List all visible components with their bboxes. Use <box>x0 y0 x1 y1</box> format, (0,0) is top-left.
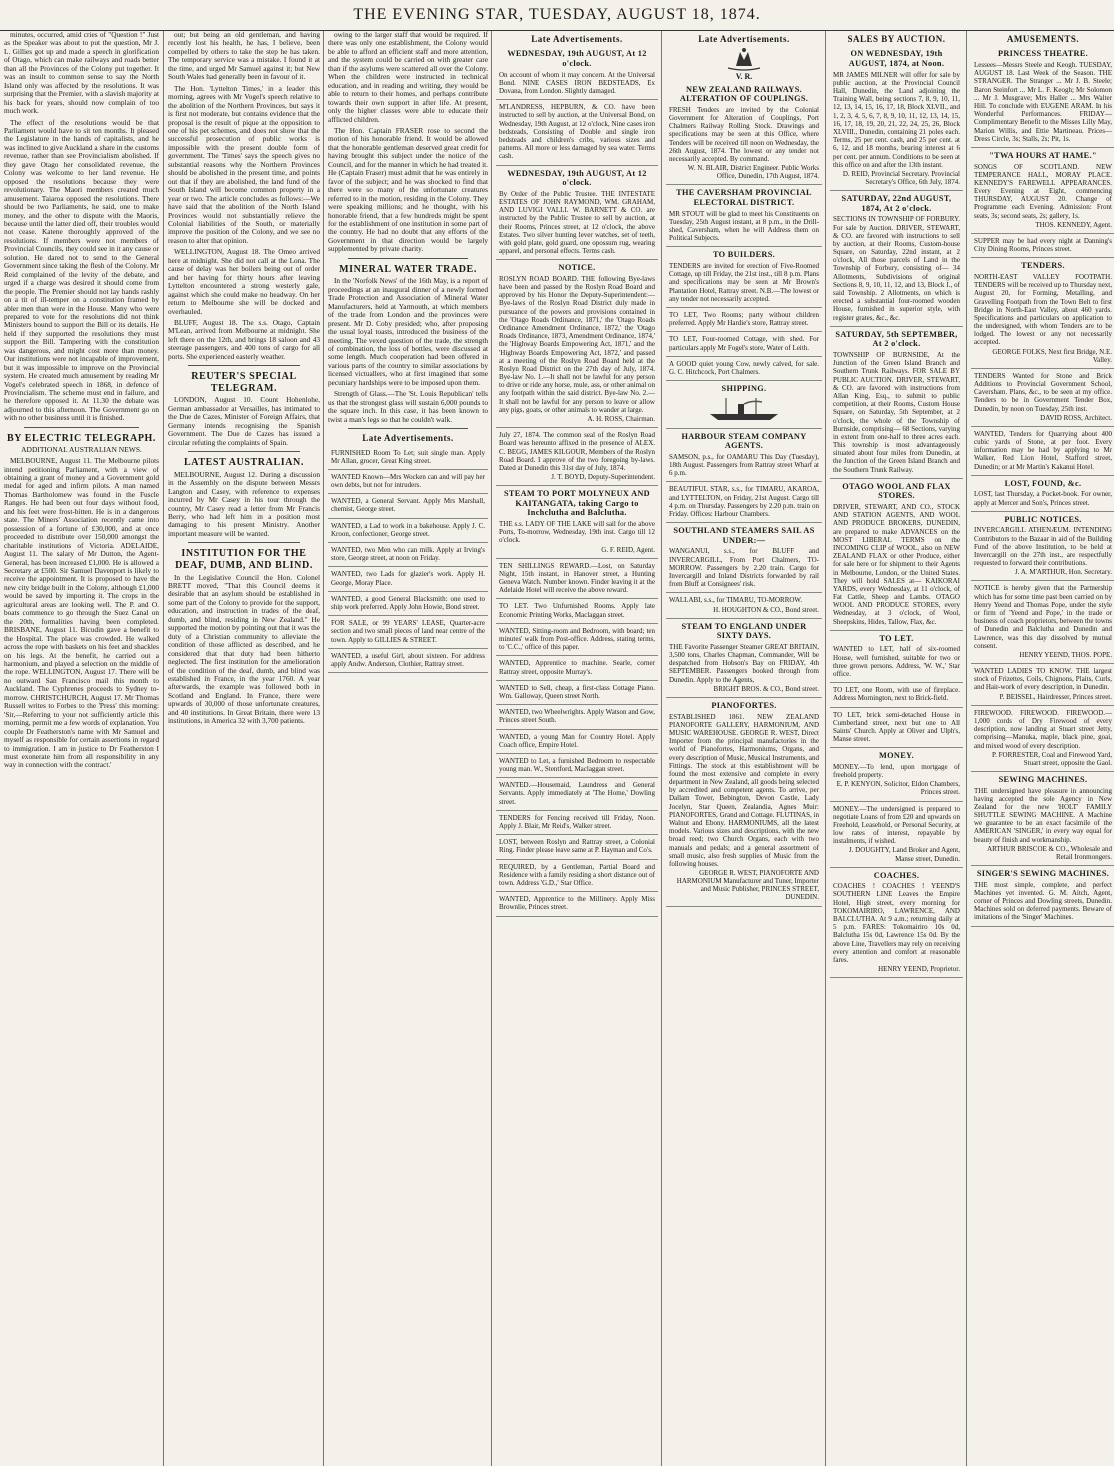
advertisement <box>666 332 822 356</box>
advertisement <box>666 698 822 907</box>
advertisement <box>830 46 963 191</box>
ad-body: WANTED, two Lads for glazier's work. Apply H. George, Moray Place. <box>331 570 485 587</box>
article-body: The Hon. 'Lyttelton Times,' in a leader this morning, agrees with Mr Vogel's speech relative to the abolition of the Northern Provinces, but says it is first not moderate, but contains evidence that the proposal is the result of pique at the opposition to one of his pet schemes, and does not show that the successful prosecution of public works is impossible with the present double form of government. The 'Times' says the speech gives no substantial reasons why the Northern Provinces should be abolished in the present time, and points out that if they are abolished, the land fund of the South Island will become common property in a year or two. The article concludes as follows:—We have said that the abolition of the North Island Provinces would not substantially relieve the Colonial liabilities of the South, or materially improve the position of the Colony, and we see no reason to alter that opinion. <box>168 83 320 245</box>
ad-title: PUBLIC NOTICES. <box>1004 514 1082 524</box>
ad-body: THE undersigned have pleasure in announcing having accepted the sole Agency in New Zealand for the new 'HOLT' FAMILY SHUTTLE SEWING MACHINE. A Machine we guarantee to be an exact facsimile of the AMERICAN 'SINGER,' in every way equal for beauty of finish and workmanship. <box>974 786 1112 844</box>
ad-signature: ARTHUR BRISCOE & CO., Wholesale and Retail Ironmongers. <box>987 844 1112 861</box>
advertisement <box>496 486 658 559</box>
advertisement <box>971 772 1114 866</box>
advertisement <box>830 191 963 327</box>
royal-crest <box>666 46 822 81</box>
column-3 <box>323 31 492 1466</box>
advertisement <box>971 148 1114 234</box>
telegraph-body: MELBOURNE, August 11. The Melbourne pilots intend petitioning Parliament, with a view of obtaining a grant of money and a Government gold medal for aged and infirm pilots. A man named Thomas Bartholomew was found in the Fuscle Ranges. He had been out four days without food, and his feet were frost-bitten. He is in a dangerous state. The Miners' Association recently came into possession of a fortune of £30,000, and at once proceeded to distribute over 150,000 amongst the charitable institutions of Victoria. ADELAIDE, August 11. The salary of Mr Dutton, the Agent-General, has been increased £1,000. He is allowed a Secretary at £500. Sir Samuel Davenport is likely to receive the appointment. It is proposed to have the new city bridge built in the Colony, although £1,000 would be saved by importing it. The crops in the agricultural areas are looking well. The P. and O. boats commence to go through the Suez Canal on the 20th, formalities having been completed. BRISBANE, August 11. Bicudin gave a benefit to the Hospital. The place was crowded. He walked across the rope with baskets on his feet and shackles on his legs. At the benefit, he carried out a harmonium, and played a selection on the middle of the rope. WELLINGTON, August 17. There will be no outward San Francisco mail this month to Auckland. The Cyphrenes proceeds to Sydney to-morrow. CHRISTCHURCH, August 17. Mr Thomas Russell writes to Forbes to the 'Press' this morning: 'Sir,—Referring to your not sufficiently article this morning, permit me a few words of explanation. You couple Dr Featherston's name with Mr Samuel and myself as responsible for certain assertions in regard to immigration. I am in justice to Dr Featherston I must exonerate him from all responsibility in any way in connection with the contract.' <box>4 456 159 770</box>
ad-body: SECTIONS IN TOWNSHIP OF FORBURY. For sale by Auction. DRIVER, STEWART, & CO. are favored with instructions to sell by auction, at their Rooms, Custom-house Square, on Saturday, 22nd instant, at 2 o'clock, All those parcels of Land in the Township of Forbury, consisting of— 34 Allotments, Subdivisions of original Sections 8, 9, 10, 11, 12, and 13, Block I., of said Township. 2 Allotments, on which is erected a substantial four-roomed wooden House, furnished in superior style, with register grates, &c., &c. <box>833 215 960 322</box>
advertisement <box>496 754 658 778</box>
advertisement <box>971 581 1114 664</box>
advertisement <box>328 592 488 616</box>
ad-signature: J. T. BOYD, Deputy-Superintendent. <box>551 473 655 482</box>
advertisement <box>496 811 658 835</box>
article-body: The Hon. Captain FRASER rose to second the motion of his honorable friend. It would be allowed that the honorable gentleman deserved great credit for having brought this subject under the notice of the Council, and for the manner in which he had treated it. He (Captain Fraser) must admit that he was entirely in favor of the subject; and he was shocked to find that there were so many of the unfortunate creatures referred to in the motion, residing in the Colony. They were speaking millions; and he thought, with his honorable friend, that a few hundreds might be spent for the establishment of one institution in some part of the country. He had no doubt that any efforts of the Government in that direction would be largely supplemented by private charity. <box>328 125 488 254</box>
ad-signature: GEORGE R. WEST, PIANOFORTE AND HARMONIUM Manufacturer and Tuner, Importer and Music Publisher, PRINCES STREET, DUNEDIN. <box>676 869 819 902</box>
ad-body: TO LET, one Room, with use of fireplace. Address Mornington, next to Brick-field. <box>833 686 960 703</box>
ad-title: ON WEDNESDAY, 19th AUGUST, 1874, at Noon. <box>848 49 945 69</box>
ad-body: Lessees—Messrs Steele and Keogh. TUESDAY, AUGUST 18. Last Week of the Season. THE STRANGER. The Stranger ... Mr J. B. Steele; Baron Steinfort ... Mr L. F. Keogh; Mr Solomon ... Mr J. Musgrave; Mrs Haller ... Mrs Walter Hill. To conclude with EUGENE ARAM. In his Wonderful Performances. FRIDAY—Complimentary Benefit to the Misses Lilly May, Marion Willis, and Ettie Martineau. Prices—Dress Circle, 3s; Stalls, 2s; Pit, 1s. <box>974 61 1112 143</box>
ad-title: SEWING MACHINES. <box>998 774 1088 784</box>
ad-body: TENDERS are invited for erection of Five-Roomed Cottage, up till Friday, the 21st inst., till 8 p.m. Plans and specifications may be seen at Mr Brown's Plantation Hotel, Rattray street. N.B.—The lowest or any tender not necessarily accepted. <box>669 262 819 303</box>
advertisement <box>830 631 963 683</box>
ad-signature: H. HOUGHTON & CO., Bond street. <box>713 605 819 614</box>
ad-body: MR JAMES MILNER will offer for sale by public auction, at the Provincial Council Hall, Dunedin, the Land adjoining the Training Wall, being sections 7, 8, 9, 10, 11, 12, 13, 14, 15, 16, 17, 18, Block XLVII., and 1, 2, 3, 4, 5, 6, 7, 8, 9, 10, 11, 12, 13, 14, 15, 16, 17, 18, 19, 20, 21, 22, 24, 25, 26, Block XLVIII., Dunedin, containing 21 poles each. Terms, 25 per cent. cash, and 25 per cent. at 6, 12, and 18 months, bearing interest at 6 per cent. per annum. Conditions to be seen at this office on and after the 13th instant. <box>833 70 960 169</box>
article-intro: out; but being an old gentleman, and having recently lost his health, he has, I believe, been compelled by others to take the step he has taken. The temporary service was a mistake. I found it at the time, and urged Mr Samuel against it; but New South Wales had generally been in favour of it. <box>168 31 320 82</box>
advertisement <box>496 46 658 100</box>
ad-body: WANTED, a young Man for Country Hotel. Apply Coach office, Empire Hotel. <box>499 732 655 749</box>
advertisement <box>496 835 658 859</box>
ad-body: WANTED, Apprentice to machine. Searle, corner Rattray street, opposite Murray's. <box>499 659 655 676</box>
ad-title: OTAGO WOOL AND FLAX STORES. <box>842 481 951 501</box>
advertisement <box>830 708 963 749</box>
ad-body: By Order of the Public Trustee. THE INTESTATE ESTATES OF JOHN RAYMOND, WM. GRAHAM, AND LUVIGI VALLI. W. BARNETT & CO. are instructed by the Public Trustee to sell by auction, at their Rooms, Princes street, at 12 o'clock, the above Estates. Two silver hunting lever watches, set of teeth, with gold plate, gold guard, one opossum rug, wearing apparel, and personal effects. Terms cash. <box>499 189 655 256</box>
ad-body: FIREWOOD. FIREWOOD. FIREWOOD.—1,000 cords of Dry Firewood of every description, now landing at Stuart street Jetty, comprising—Manuka, maple, black pine, goai, and mixed wood of every description. <box>974 708 1112 750</box>
ad-signature: GEORGE FOLKS, Next first Bridge, N.E. Valley. <box>992 347 1112 364</box>
ad-signature: J. A. M'ARTHUR, Hon. Secretary. <box>1014 568 1112 577</box>
section-heading: MINERAL WATER TRADE. <box>339 263 477 275</box>
ad-body: MONEY.—The undersigned is prepared to negotiate Loans of from £20 and upwards on Freehold, Leasehold, or Personal Security, at low rates of interest, repayable by instalments, if wished. <box>833 804 960 846</box>
section-subheading: ADDITIONAL AUSTRALIAN NEWS. <box>21 445 142 455</box>
advertisement <box>971 369 1114 427</box>
ad-signature: DAVID ROSS, Architect. <box>1040 413 1112 422</box>
advertisement <box>496 778 658 811</box>
advertisement <box>971 476 1114 512</box>
ad-body: WANTED, a useful Girl, about sixteen. For address apply Andw. Anderson, Clothier, Rattray street. <box>331 651 485 668</box>
ad-title: SHIPPING. <box>721 384 767 394</box>
ad-body: WANTED, Sitting-room and Bedroom, with board; ten minutes' walk from Post-office. Address, stating terms, to 'C.C.,' office of this paper. <box>499 626 655 652</box>
article-body: The effect of the resolutions would be that Parliament would have to sit ten months. It pleased the Legislature in the hands of capitalists, and he was inclined to give Auckland a share in the customs revenue, rather than see Provincialism abolished. If they gave Otago her consolidated revenue, the Colony was welcome to her land revenue. He opposed the resolutions because they were revolutionary. The Maori members created much amusement. Taiaroa opposed the resolutions. There should be two Parliaments, he said, one to make money, and the other to dispute with the Maoris, because until the latter died off, their troubles would not cease. Katene thoroughly approved of the resolutions. If members were not members of Provincial Councils, they could see in it any cause or solution. He dared not to send to the General Government since taking the flesh of the Colony. Mr Reid complained of the levity of the debate, and urged if a charge was desired it should come from the people. The Premier should not lay hands rashly on a tit of ill-temper on a constitution framed by abler men than were in the House. Many who were prepared to vote for the resolutions did not think Ministers bound to support the Bill or its details. He held if they supported the resolutions they must support the Bill. Tampering with the constitution was dangerous, and might cost more than money. Our institutions were not incapable of improvement, but it was impossible to improve on the Provincial system. He created much amusement by reading Mr Vogel's celebrated speech in 1868, in defence of Provincialism. The scheme must end in failure, and he therefore opposed it. At 11.30 the debate was adjourned to this afternoon. The Government go on with no other business until it is finished. <box>4 117 159 423</box>
ad-body: WANTED Known—Mrs Wocken can and will pay her own debts, but not for intruders. <box>331 472 485 490</box>
ad-body: On account of whom it may concern. At the Universal Bond. NINE CASES IRON BEDSTEADS, Ex Dovana, from London. Slightly damaged. <box>499 70 655 96</box>
ads-list <box>971 46 1114 926</box>
advertisement <box>971 46 1114 147</box>
section-heading: BY ELECTRIC TELEGRAPH. <box>6 432 157 444</box>
ad-body: WANTED.—Housemaid, Laundress and General Servants. Apply immediately at 'The Home,' Dowling street. <box>499 781 655 806</box>
ads-list <box>666 82 822 907</box>
ad-title: SOUTHLAND STEAMERS SAIL AS UNDER:— <box>673 526 815 545</box>
advertisement <box>666 619 822 698</box>
ad-title: LOST, FOUND, &c. <box>1004 478 1082 488</box>
ad-body: ROSLYN ROAD BOARD. THE following Bye-laws have been and passed by the Roslyn Road Board and approved by his Honor the Deputy-Superintendent:— Bye-laws of the Roslyn Road District duly made in pursuance of the powers and provisions contained in the 'Otago Roads Ordinance, 1871,' the 'Otago Roads Ordinance Amendment Ordinance, 1872,' the 'Otago Roads Ordinance, 1873, Amendment Ordinance, 1874,' the 'Highway Boards Empowering Act, 1871,' and the 'Highway Boards Empowering Act, 1872,' and passed at a meeting of the Roslyn Road Board held at the Roslyn Road District on the 27th day of July, 1874. Bye-law No. 1.—It shall not be lawful for any person to drive or ride any horse, mule, ass, or other animal on any footpath within the said district. Bye-law No. 2.—It shall not be lawful for any person to leave or allow any pigs, goats, or other animals to wander at large. <box>499 274 655 414</box>
ad-body: TENDERS for Fencing received till Friday, Noon. Apply J. Blair, Mr Reid's, Walker street. <box>499 813 655 831</box>
ad-body: TEN SHILLINGS REWARD.—Lost, on Saturday Night, 15th instant, in Hanover street, a Hunting Geneva Watch. Number known. Finder leaving it at the Adelaide Hotel will receive the above reward. <box>499 561 655 595</box>
column-1 <box>4 31 163 1466</box>
ad-signature: HENRY YEEND, THOS. POPE. <box>1019 650 1112 659</box>
ad-body: THE s.s. LADY OF THE LAKE will sail for the above Ports, To-morrow, Wednesday, 19th inst. Cargo till 12 o'clock. <box>499 520 655 545</box>
ad-body: M'LANDRESS, HEPBURN, & CO. have been instructed to sell by auction, at the Universal Bond, on Wednesday, 19th August, at 12 o'clock, Nine cases iron bedsteads, Consisting of Double and single iron bedsteads and children's cribs, various sizes and patterns. All more or less damaged by sea water. Terms cash. <box>499 103 655 161</box>
advertisement <box>830 327 963 479</box>
ad-body: LOST, last Thursday, a Pocket-book. For owner, apply at Mercer and Son's, Princes street. <box>974 490 1112 507</box>
wellington-dispatch: WELLINGTON, August 18. The Omeo arrived here at midnight. She did not call at the Lona. The cause of delay was her boilers being out of order and her having for thirty hours after leaving Lyttelton encountered a strong westerly gale, against which she could make no headway. On her return to Melbourne she will be docked and overhauled. <box>168 247 320 316</box>
advertisement <box>496 705 658 729</box>
advertisement <box>328 446 488 470</box>
ads-heading: Late Advertisements. <box>698 34 790 44</box>
ad-body: FOR SALE, or 99 YEARS' LEASE, Quarter-acre section and two small pieces of land near centre of the town. Apply to GILLIES & STREET. <box>331 619 485 644</box>
institution-body: In the Legislative Council the Hon. Colonel BRETT moved, "That this Council deems it desirable that an asylum should be established in some part of the Colony to provide for the support, education, and instruction in trades of the deaf, dumb, and blind, residing in New Zealand." He supported the motion by pointing out that it was the duty of a Christian community to alleviate the condition of those afflicted as described, and he considered that that duty had been hitherto neglected. The first institution for the amelioration of the condition of the deaf, dumb, and blind was established in France, in the year 1760. A year afterwards, the example was followed both in Scotland and England. In France, there were upwards of 30,000 of those unfortunate creatures, and 40 institutions. In Great Britain, there were 13 institutions, in America 32 with 3,700 patients. <box>168 572 320 726</box>
column-6 <box>825 31 967 1466</box>
ad-body: NORTH-EAST VALLEY FOOTPATH. TENDERS will be received up to Thursday next, August 20, for Forming, Metalling, and Gravelling Footpath from the Town Belt to first Bridge in North-East Valley, about 460 yards. Specifications and particulars on application to the undersigned, with whom Tenders are to be lodged. The lowest or any not necessarily accepted. <box>974 272 1112 347</box>
ad-title: TENDERS. <box>1021 261 1065 271</box>
ad-body: WANTED, a good General Blacksmith: one used to ship work preferred. Apply John Howie, Bond street. <box>331 594 485 611</box>
advertisement <box>496 656 658 680</box>
ad-signature: BRIGHT BROS. & CO., Bond street. <box>713 684 819 693</box>
masthead-title: THE EVENING STAR, TUESDAY, AUGUST 18, 1874. <box>353 6 761 23</box>
ad-title: "TWA HOURS AT HAME." <box>989 150 1097 160</box>
ad-title: STEAM TO ENGLAND UNDER SIXTY DAYS. <box>681 621 807 641</box>
ad-body: DRIVER, STEWART, AND CO., STOCK AND STATION AGENTS, AND WOOL AND PRODUCE BROKERS, DUNEDIN, are prepared to make ADVANCES on the MOST LIBERAL TERMS on the INCOMING CLIP of WOOL, also on NEW ZEALAND FLAX or other Produce, either for sale here or for shipment to their Agents in Melbourne, London, or the United States. They will hold SALES at— KAIKORAI YARDS, every Wednesday, at 11 o'clock, of Fat Cattle, Sheep and Lambs. OTAGO WOOL AND PRODUCE STORES, every Wednesday, at 3 o'clock, of Wool, Sheepskins, Hides, Tallow, Flax, &c. <box>833 503 960 626</box>
ad-body: WANTED, Apprentice to the Millinery. Apply Miss Brownlie, Princes street. <box>499 895 655 912</box>
ads-list <box>830 46 963 978</box>
ad-title: TO BUILDERS. <box>712 250 775 260</box>
article-intro: minutes, occurred, amid cries of "Question !" Just as the Speaker was about to put the question, Mr J. L. Gillies got up and made a speech in glorification of Otago, which can make railways and roads better than all the Provinces of the Colony put together. It was an insult to common sense to say the North Island only was affected by the resolutions. It was surprising that the Premier, with a slavish majority at his back for years, should now complain of too much work. <box>4 31 159 116</box>
column-2 <box>163 31 324 1466</box>
ad-title: WEDNESDAY, 19th AUGUST, At 12 o'clock. <box>507 49 647 69</box>
advertisement <box>496 892 658 916</box>
advertisement <box>971 512 1114 582</box>
ad-body: SAMSON, p.s., for OAMARU This Day (Tuesday), 18th August. Passengers from Rattray street Wharf at 6 p.m. <box>669 452 819 478</box>
ad-body: TENDERS Wanted for Stone and Brick Additions to Provincial Government School, Caversham. Plans, &c., to be seen at my office. Tenders to be in Government Tender Box, Dunedin, by noon on Tuesday, 25th inst. <box>974 371 1112 413</box>
newspaper-masthead <box>0 0 1114 31</box>
advertisement <box>666 429 822 483</box>
section-heading: LATEST AUSTRALIAN. <box>184 457 304 469</box>
advertisement <box>496 624 658 657</box>
ads-heading: Late Advertisements. <box>531 34 623 44</box>
ad-body: ESTABLISHED 1861. NEW ZEALAND PIANOFORTE GALLERY, HARMONIUM, AND MUSIC WAREHOUSE. GEORGE R. WEST, Direct Importer from the principal manufactories in the world of Pianofortes, Harmoniums, Organs, and every description of Music, Musical Instruments, and Fittings. The stock at this establishment will be found the most extensive and complete in every department in New Zealand, all goods being selected by accredited and competent agents. To arrive, per Dallam Tower, Bebington, Devon Castle, Lady Jocelyn, Star Queen, Zealandia, Agnes Muir: PIANOFORTES, Grand and Cottage. FLUTINAS, in Walnut and Ebony. HARMONIUMS, all the latest models. Various sizes and descriptions, with the new broad reed; two Church Organs, each with two manuals and pedals; and a general assortment of small music, also fresh supplies of Music from the following houses. <box>669 712 819 868</box>
ad-body: NOTICE is hereby given that the Partnership which has for some time past been carried on by Henry Yeend and Thomas Pope, under the style or firm of 'Yeend and Pope,' in the trade or business of coach proprietors, between the towns of Dunedin and Balclutha and Dunedin and Lawrence, was this day dissolved by mutual consent. <box>974 584 1112 650</box>
advertisement <box>496 559 658 600</box>
section-heading: INSTITUTION FOR THE DEAF, DUMB, AND BLIND. <box>175 548 313 571</box>
divider <box>24 427 139 428</box>
advertisement <box>971 258 1114 369</box>
advertisement <box>328 543 488 567</box>
ad-signature: P. BEISSEL, Hairdresser, Princes street. <box>999 692 1112 701</box>
ad-signature: D. REID, Provincial Secretary. Provincial Secretary's Office, 6th July, 1874. <box>842 169 960 187</box>
ad-body: REQUIRED, by a Gentleman, Partial Board and Residence with a family residing a short distance out of town. Address 'G.D.,' Star Office. <box>499 862 655 887</box>
advertisement <box>666 185 822 247</box>
advertisement <box>496 100 658 165</box>
ad-signature: E. P. KENYON, Solicitor, Eldon Chambers, Princes street. <box>836 780 960 797</box>
advertisement <box>328 567 488 591</box>
ads-list <box>496 46 658 916</box>
ad-body: SUPPER may be had every night at Danning's City Dining Rooms, Princes street. <box>974 236 1112 254</box>
divider <box>348 428 468 429</box>
advertisement <box>328 470 488 494</box>
advertisement <box>830 748 963 801</box>
advertisement <box>496 428 658 486</box>
ad-body: A GOOD quiet young Cow, newly calved, for sale. G. C. Hitchcock, Port Chalmers. <box>669 359 819 376</box>
advertisement <box>666 308 822 332</box>
ad-signature: G. F. REID, Agent. <box>601 545 655 554</box>
ad-title: HARBOUR STEAM COMPANY AGENTS. <box>681 431 807 451</box>
royal-crest-icon <box>714 46 774 72</box>
ad-body: MONEY.—To lend, upon mortgage of freehold property. <box>833 762 960 780</box>
advertisement <box>666 82 822 186</box>
column-7 <box>966 31 1114 1466</box>
ad-body: THE most simple, complete, and perfect Machines yet invented. G. M. Aitch, Agent, corner of Princes and Dowling streets, Dunedin. Machines sold on deferred payments. Beware of imitations of the 'Singer' Machines. <box>974 880 1112 922</box>
ad-title: SATURDAY, 22nd AUGUST, 1874, At 2 o'clock. <box>841 194 952 213</box>
divider <box>188 542 300 543</box>
ad-body: WANTED, a Lad to work in a bakehouse. Apply J. C. Kroon, confectioner, George street. <box>331 521 485 538</box>
advertisement <box>496 166 658 261</box>
ad-title: TO LET. <box>879 633 914 643</box>
bluff-dispatch: BLUFF, August 18. The s.s. Otago, Captain M'Lean, arrived from Melbourne at midnight. She left there on the 12th, and brings 18 saloon and 43 steerage passengers, and 400 tons of cargo for all ports. She experienced easterly weather. <box>168 317 320 361</box>
advertisement <box>496 730 658 754</box>
advertisement <box>666 523 822 593</box>
advertisement <box>496 260 658 428</box>
ad-title: NEW ZEALAND RAILWAYS. ALTERATION OF COUPLINGS. <box>679 84 809 104</box>
ad-body: COACHES ! COACHES ! YEEND'S SOUTHERN LINE Leaves the Empire Hotel, High street, every morning for TOKOMAIRIRO, LAWRENCE, AND BALCLUTHA. At 9 a.m.; returning daily at 5 p.m. FARES: Tokomairiro 10s 0d, Balclutha 15s 0d, Lawrence 15s 0d. By the above Line, Travellers may rely on receiving every attention and comfort at reasonable fares. <box>833 882 960 964</box>
ad-body: WANTED to Sell, cheap, a first-class Cottage Piano. Wm. Galloway, Queen street North. <box>499 683 655 700</box>
advertisement <box>496 599 658 623</box>
mineral-body: In the 'Norfolk News' of the 16th May, is a report of proceedings at an inaugural dinner of a newly formed Trade Protection and Association of Mineral Water Manufacturers, held at Yarmouth, at which members of the trade from London and the provinces were present. Mr D. Coby presided; who, after proposing the usual loyal toasts, introduced the business of the meeting. The vexed question of the trade, the strength of combination, the loss of bottles, were discussed at some length. Much cooperation had been offered in various parts of the country to similar associations by licensed victuallers, who at first imagined that some pecuniary hardships were to be imposed upon them. <box>328 276 488 387</box>
ad-title: THE CAVERSHAM PROVINCIAL ELECTORAL DISTRICT. <box>676 188 812 208</box>
advertisement <box>328 494 488 518</box>
ad-body: WANTED, a General Servant. Apply Mrs Marshall, chemist, George street. <box>331 497 485 514</box>
advertisement <box>666 247 822 308</box>
ad-title: WEDNESDAY, 19th AUGUST, At 12 o'clock. <box>507 168 647 188</box>
ad-body: WANTED LADIES TO KNOW. THE largest stock of Frizettes, Coils, Chignons, Plaits, Curls, and Hair-work of every description, in Dunedin. <box>974 667 1112 692</box>
ad-signature: HENRY YEEND, Proprietor. <box>878 965 960 974</box>
ad-title: MONEY. <box>879 751 914 761</box>
ad-title: PRINCESS THEATRE. <box>997 49 1089 59</box>
ad-body: WALLABI, s.s., for TIMARU, TO-MORROW. <box>669 596 803 605</box>
ad-body: WANTED, Tenders for Quarrying about 400 cubic yards of Stone, at per foot. Every information may be had by applying to Mr Walker, Red Lion Hotel, Stafford street, Dunedin; or at Mr Martin's Kakanui Hotel. <box>974 429 1112 471</box>
advertisement <box>496 860 658 893</box>
article-intro: owing to the larger staff that would be required. If there was only one establishment, the Colony would be able to afford an efficient staff and more attention, and the system could be carried on with greater care than if the asylums were scattered all over the Colony. When the children were instructed in technical education, and in reading and writing, they would be able to return to their homes, and perhaps contribute towards their own support in after life. At present, only the higher classes were able to educate their afflicted children. <box>328 31 488 124</box>
latest-body: MELBOURNE, August 12. During a discussion in the Assembly on the dispute between Messrs Langton and Casey, with reference to expenses incurred by Mr Casey in his tour through the country, Mr Casey read a letter from Mr Francis Berry, who had left him in a position most damaging to his present Ministry. Another important measure will be wanted. <box>168 469 320 538</box>
ad-body: TOWNSHIP OF BURNSIDE, At the Junction of the Green Island Branch and Southern Trunk Railways. FOR SALE BY PUBLIC AUCTION. DRIVER, STEWART, & CO. are favored with instructions from Allan King, Esq., to submit to public competition, at their Rooms, Custom House Square, on Saturday, 5th September, at 2 o'clock, the whole of the Township of Burnside, comprising— 68 Sections, varying in extent from one-half to three acres each. This township is most advantageously situated about four miles from Dunedin, at the Junction of the Green Island Branch and the Southern Trunk Railway. <box>833 351 960 474</box>
ads-heading: AMUSEMENTS. <box>1006 34 1080 44</box>
ad-body: TO LET, brick semi-detached House in Cumberland street, next but one to All Saints' Church. Apply at Oliver and Ulph's, Manse street. <box>833 710 960 744</box>
advertisement <box>830 479 963 631</box>
ads-heading: Late Advertisements. <box>362 433 454 444</box>
section-heading: REUTER'S SPECIAL TELEGRAM. <box>191 371 297 394</box>
ad-body: FURNISHED Room To Let; suit single man. Apply Mr Allan, grocer, Great King street. <box>331 448 485 465</box>
advertisement <box>328 649 488 673</box>
divider <box>348 258 468 259</box>
newspaper-page <box>0 31 1114 1466</box>
ad-signature: THOS. KENNEDY, Agent. <box>1035 220 1112 229</box>
ad-body: TO LET, Four-roomed Cottage, with shed. For particulars apply Mr Fogel's store, Water of Leith. <box>669 335 819 352</box>
ad-title: SATURDAY, 5th SEPTEMBER, At 2 o'clock. <box>835 329 958 349</box>
ad-title: SINGER'S SEWING MACHINES. <box>976 869 1110 879</box>
ad-body: WANTED, two Men who can milk. Apply at Irving's store, George street, at noon on Friday. <box>331 546 485 563</box>
ad-body: LOST, between Roslyn and Rattray street, a Colonial Ring. Finder please leave same at P. Hayman and Co's. <box>499 838 655 855</box>
ad-body: MR STOUT will be glad to meet his Constituents on Tuesday, 25th August instant, at 8 p.m., in the Drill-shed, Caversham, when he will Address them on Political Subjects. <box>669 209 819 243</box>
advertisement <box>666 381 822 429</box>
ad-signature: A. H. ROSS, Chairman. <box>587 415 655 424</box>
advertisement <box>971 234 1114 258</box>
column-4 <box>491 31 662 1466</box>
ad-body: TO LET. Two Unfurnished Rooms. Apply late Economic Printing Works, Maclaggan street. <box>499 602 655 619</box>
crest-letters: V. R. <box>735 72 753 82</box>
ad-body: TO LET, Two Rooms; party without children preferred. Apply Mr Hardie's store, Rattray street. <box>669 310 819 328</box>
advertisement <box>830 683 963 707</box>
ad-title: NOTICE. <box>558 263 596 273</box>
advertisement <box>971 664 1114 706</box>
ad-body: WANTED, two Wheelwrights. Apply Watson and Gow, Princes street South. <box>499 708 656 725</box>
strength-paragraph: Strength of Glass.—The 'St. Louis Republican' tells us that the strongest glass will sustain 6,000 pounds to the square inch. In this case, it has been known to twist a man's legs so that he couldn't walk. <box>328 389 488 424</box>
ad-signature: P. FORRESTER, Coal and Firewood Yard, Stuart street, opposite the Gaol. <box>992 750 1112 767</box>
advertisement <box>971 427 1114 476</box>
ad-body: July 27, 1874. The common seal of the Roslyn Road Board was hereunto affixed in the presence of ALEX. C. BEGG, JAMES KILGOUR, Members of the Roslyn Road Board. I approve of the two foregoing by-laws. Dated at Dunedin this 31st day of July, 1874. <box>499 431 655 472</box>
ad-body: WANTED to LET, half of six-roomed House, well furnished, suitable for two or three grown persons. Address, 'W. W.,' Star office. <box>833 645 960 679</box>
ad-signature: J. DOUGHTY, Land Broker and Agent, Manse street, Dunedin. <box>848 846 960 863</box>
ads-heading: SALES BY AUCTION. <box>847 34 946 44</box>
steamship-icon <box>704 396 784 422</box>
divider <box>188 365 300 366</box>
ad-signature: W. N. BLAIR, District Engineer. Public Works Office, Dunedin, 17th August, 1874. <box>687 164 819 181</box>
advertisement <box>830 802 963 868</box>
ad-body: THE Favorite Passenger Steamer GREAT BRITAIN, 3,500 tons, Charles Chapman, Commander, Will be despatched from Hobson's Bay on FRIDAY, 4th SEPTEMBER. Passengers booked through from Dunedin. Apply to the Agents, <box>669 642 819 684</box>
advertisement <box>830 868 963 979</box>
advertisement <box>971 866 1114 927</box>
ad-body: WANGANUI, s.s., for BLUFF and INVERCARGILL, From Port Chalmers, TO-MORROW. Passengers by 2.20 train. Cargo for Invercargill and Inland Districts forwarded by rail from Bluff at Consignees' risk. <box>669 547 819 589</box>
advertisement <box>328 519 488 543</box>
advertisement <box>666 593 822 618</box>
advertisement <box>666 482 822 523</box>
advertisement <box>971 706 1114 772</box>
column-5 <box>661 31 826 1466</box>
ad-body: SONGS OF SCOTLAND. NEW TEMPERANCE HALL, MORAY PLACE. KENNEDY'S FAREWELL APPEARANCES. Every Evening at Eight, commencing THURSDAY, AUGUST 20. Change of Programme each Evening. Admission: Front seats, 3s; second seats, 2s; gallery, 1s. <box>974 162 1112 220</box>
ad-title: COACHES. <box>873 870 920 880</box>
advertisement <box>328 616 488 649</box>
ad-body: BEAUTIFUL STAR, s.s., for TIMARU, AKAROA, and LYTTELTON, on Friday, 21st August. Cargo till 4 p.m. on Thursday. Passengers by 2.20 p.m. train on Friday. Offices: Harbour Chambers. <box>669 485 819 519</box>
advertisement <box>666 357 822 381</box>
ad-body: FRESH Tenders are invited by the Colonial Government for Alteration of Couplings, Port Chalmers Railway Rolling Stock. Drawings and specifications may be seen at this Office, where Tenders will be received till noon on Wednesday, the 26th August, 1874. The lowest or any tender not necessarily accepted. By command. <box>669 105 819 164</box>
advertisement <box>496 681 658 705</box>
reuter-body: LONDON, August 10. Count Hohenlohe, German ambassador at Versailles, has intimated to the Due de Cazes, Minister of Foreign Affairs, that Germany intends recognising the Spanish Government. The Due de Cazes has issued a circular refuting the complaints of Spain. <box>168 395 320 447</box>
ad-body: WANTED to Let, a furnished Bedroom to respectable young man. W., Stentford, Maclaggan street. <box>499 756 655 774</box>
ads-list <box>328 446 488 674</box>
ad-title: PIANOFORTES. <box>711 700 777 710</box>
divider <box>188 451 300 452</box>
ad-title: STEAM TO PORT MOLYNEUX AND KAITANGATA, taking Cargo to Inchclutha and Balclutha. <box>504 489 650 518</box>
ad-body: INVERCARGILL ATHENÆUM. INTENDING Contributors to the Bazaar in aid of the Building Fund of the above Institution, to be held at Invercargill on the 27th inst., are respectfully requested to forward their contributions. <box>974 526 1112 568</box>
